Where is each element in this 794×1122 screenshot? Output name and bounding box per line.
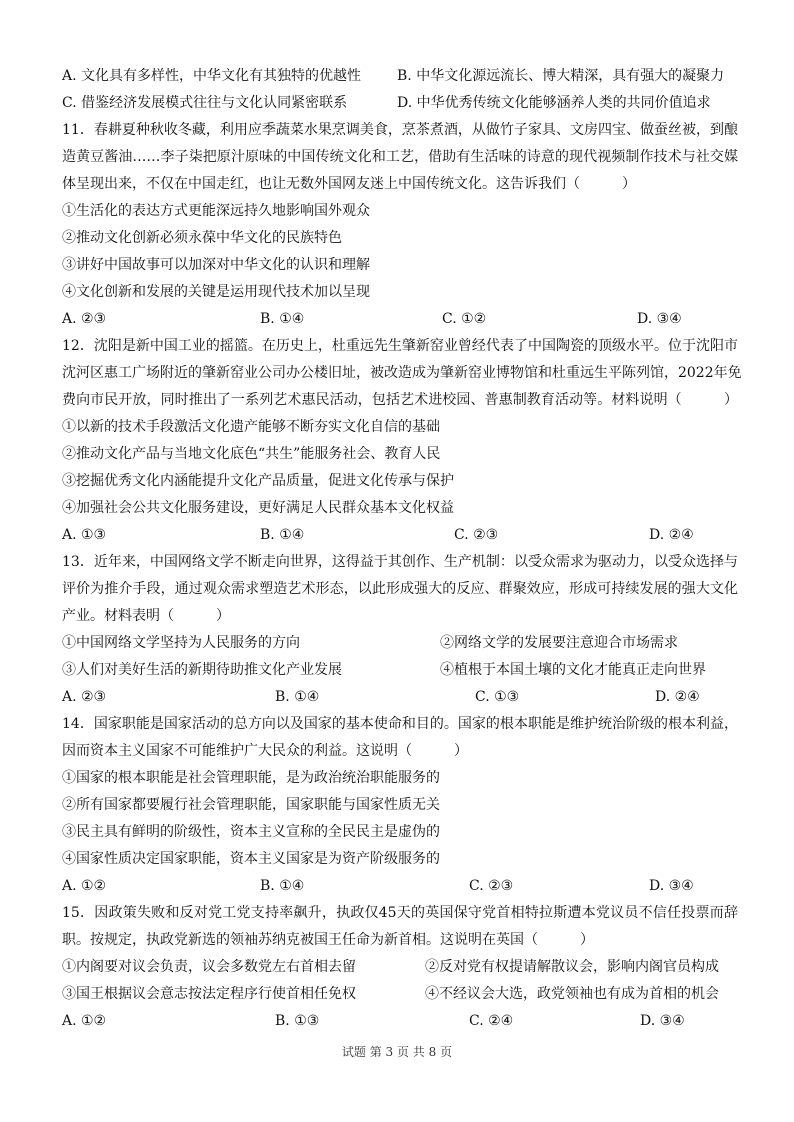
q11-statement-4: ④文化创新和发展的关键是运用现代技术加以呈现 bbox=[62, 284, 370, 300]
q14-statement-4: ④国家性质决定国家职能，资本主义国家是为资产阶级服务的 bbox=[62, 851, 440, 867]
q13-statements-row-2 bbox=[62, 660, 738, 680]
q11-stem-line-3: 体呈现出来，不仅在中国走红，也让无数外国网友迷上中国传统文化。这告诉我们（ ） bbox=[62, 176, 636, 192]
q11-option-b: B. ①④ bbox=[260, 311, 305, 327]
q12-stem-line-3: 费向市民开放，同时推出了一系列艺术惠民活动，包括艺术进校园、普惠制教育活动等。材料说明（ ） bbox=[62, 392, 738, 408]
q11-option-a: A. ②③ bbox=[62, 311, 107, 327]
q12-statement-2: ②推动文化产品与当地文化底色“共生”能服务社会、教育人民 bbox=[62, 446, 441, 462]
q13-option-b: B. ①④ bbox=[275, 689, 320, 705]
q15-statement-2: ②反对党有权提请解散议会，影响内阁官员构成 bbox=[425, 959, 719, 975]
q14-stem-line-2: 因而资本主义国家不可能维护广大民众的利益。这说明（ ） bbox=[62, 743, 468, 759]
q14-option-d: D. ③④ bbox=[649, 878, 694, 894]
q10-option-a: A. 文化具有多样性，中华文化有其独特的优越性 bbox=[62, 68, 362, 84]
q14-statement-1: ①国家的根本职能是社会管理职能，是为政治统治职能服务的 bbox=[62, 770, 440, 786]
q11-statement-2: ②推动文化创新必须永葆中华文化的民族特色 bbox=[62, 230, 342, 246]
q14-option-a: A. ①② bbox=[62, 878, 107, 894]
q15-option-c: C. ②④ bbox=[469, 1013, 514, 1029]
q11-statement-1: ①生活化的表达方式更能深远持久地影响国外观众 bbox=[62, 203, 370, 219]
q12-stem-line-2: 沈河区惠工广场附近的肇新窑业公司办公楼旧址，被改造成为肇新窑业博物馆和杜重远生平陈列馆，2022年免 bbox=[62, 365, 742, 381]
q11-options bbox=[62, 309, 738, 329]
q14-options bbox=[62, 876, 738, 896]
q14-statement-2: ②所有国家都要履行社会管理职能，国家职能与国家性质无关 bbox=[62, 797, 440, 813]
q13-stem-line-3: 产业。材料表明（ ） bbox=[62, 608, 230, 624]
q11-stem-line-2: 造黄豆酱油……李子柒把原汁原味的中国传统文化和工艺，借助有生活味的诗意的现代视频制作技术与社交媒 bbox=[62, 149, 738, 165]
q10-option-c: C. 借鉴经济发展模式往往与文化认同紧密联系 bbox=[62, 95, 348, 111]
q15-option-b: B. ①③ bbox=[275, 1013, 320, 1029]
q15-statement-3: ③国王根据议会意志按法定程序行使首相任免权 bbox=[62, 986, 356, 1002]
q10-option-d: D. 中华优秀传统文化能够涵养人类的共同价值追求 bbox=[397, 95, 711, 111]
q10-options-row-2 bbox=[62, 93, 738, 113]
q15-stem-line-1: 15．因政策失败和反对党工党支持率飙升，执政仅45天的英国保守党首相特拉斯遭本党议员不信任投票而辞 bbox=[62, 905, 738, 921]
q13-option-c: C. ①③ bbox=[475, 689, 520, 705]
q13-statement-3: ③人们对美好生活的新期待助推文化产业发展 bbox=[62, 662, 342, 678]
q15-statement-1: ①内阁要对议会负责，议会多数党左右首相去留 bbox=[62, 959, 356, 975]
q13-option-d: D. ②④ bbox=[655, 689, 700, 705]
q15-statements-row-1 bbox=[62, 957, 738, 977]
q14-stem-line-1: 14．国家职能是国家活动的总方向以及国家的基本使命和目的。国家的根本职能是维护统治阶级的根本利益， bbox=[62, 716, 738, 732]
q12-statement-3: ③挖掘优秀文化内涵能提升文化产品质量，促进文化传承与保护 bbox=[62, 473, 454, 489]
q12-options bbox=[62, 525, 738, 545]
q11-option-d: D. ③④ bbox=[637, 311, 682, 327]
q14-statement-3: ③民主具有鲜明的阶级性，资本主义宣称的全民民主是虚伪的 bbox=[62, 824, 440, 840]
q11-stem-line-1: 11．春耕夏种秋收冬藏，利用应季蔬菜水果烹调美食，烹茶煮酒，从做竹子家具、文房四宝、做蚕丝被，到酿 bbox=[62, 122, 738, 138]
q11-statement-3: ③讲好中国故事可以加深对中华文化的认识和理解 bbox=[62, 257, 370, 273]
q15-statement-4: ④不经议会大选，政党领袖也有成为首相的机会 bbox=[425, 986, 719, 1002]
q15-option-d: D. ③④ bbox=[640, 1013, 685, 1029]
q14-option-c: C. ②③ bbox=[469, 878, 514, 894]
q13-statement-2: ②网络文学的发展要注意迎合市场需求 bbox=[440, 635, 678, 651]
q12-stem-line-1: 12．沈阳是新中国工业的摇篮。在历史上，杜重远先生肇新窑业曾经代表了中国陶瓷的顶级水平。位于沈阳市 bbox=[62, 338, 738, 354]
q13-options bbox=[62, 687, 738, 707]
q15-option-a: A. ①② bbox=[62, 1013, 107, 1029]
q13-statement-1: ①中国网络文学坚持为人民服务的方向 bbox=[62, 635, 300, 651]
q13-statements-row-1 bbox=[62, 633, 738, 653]
q13-option-a: A. ②③ bbox=[62, 689, 107, 705]
q12-statement-1: ①以新的技术手段激活文化遗产能够不断夯实文化自信的基础 bbox=[62, 419, 440, 435]
page-footer: 试题 第 3 页 共 8 页 bbox=[341, 1045, 453, 1059]
q13-statement-4: ④植根于本国土壤的文化才能真正走向世界 bbox=[440, 662, 706, 678]
q13-stem-line-2: 评价为推介手段，通过观众需求塑造艺术形态，以此形成强大的反应、群聚效应，形成可持续发展的强大文化 bbox=[62, 581, 738, 597]
q10-options-row-1 bbox=[62, 66, 738, 86]
q13-stem-line-1: 13．近年来，中国网络文学不断走向世界，这得益于其创作、生产机制：以受众需求为驱动力，以受众选择与 bbox=[62, 554, 738, 570]
q15-stem-line-2: 职。按规定，执政党新选的领袖苏纳克被国王任命为新首相。这说明在英国（ ） bbox=[62, 932, 594, 948]
q12-option-d: D. ②④ bbox=[649, 527, 694, 543]
q12-option-b: B. ①④ bbox=[260, 527, 305, 543]
q12-option-c: C. ②③ bbox=[454, 527, 499, 543]
q14-option-b: B. ①④ bbox=[260, 878, 305, 894]
q15-statements-row-2 bbox=[62, 984, 738, 1004]
q10-option-b: B. 中华文化源远流长、博大精深，具有强大的凝聚力 bbox=[397, 68, 725, 84]
q15-options bbox=[62, 1011, 738, 1031]
q12-statement-4: ④加强社会公共文化服务建设，更好满足人民群众基本文化权益 bbox=[62, 500, 454, 516]
q11-option-c: C. ①② bbox=[442, 311, 487, 327]
q12-option-a: A. ①③ bbox=[62, 527, 107, 543]
